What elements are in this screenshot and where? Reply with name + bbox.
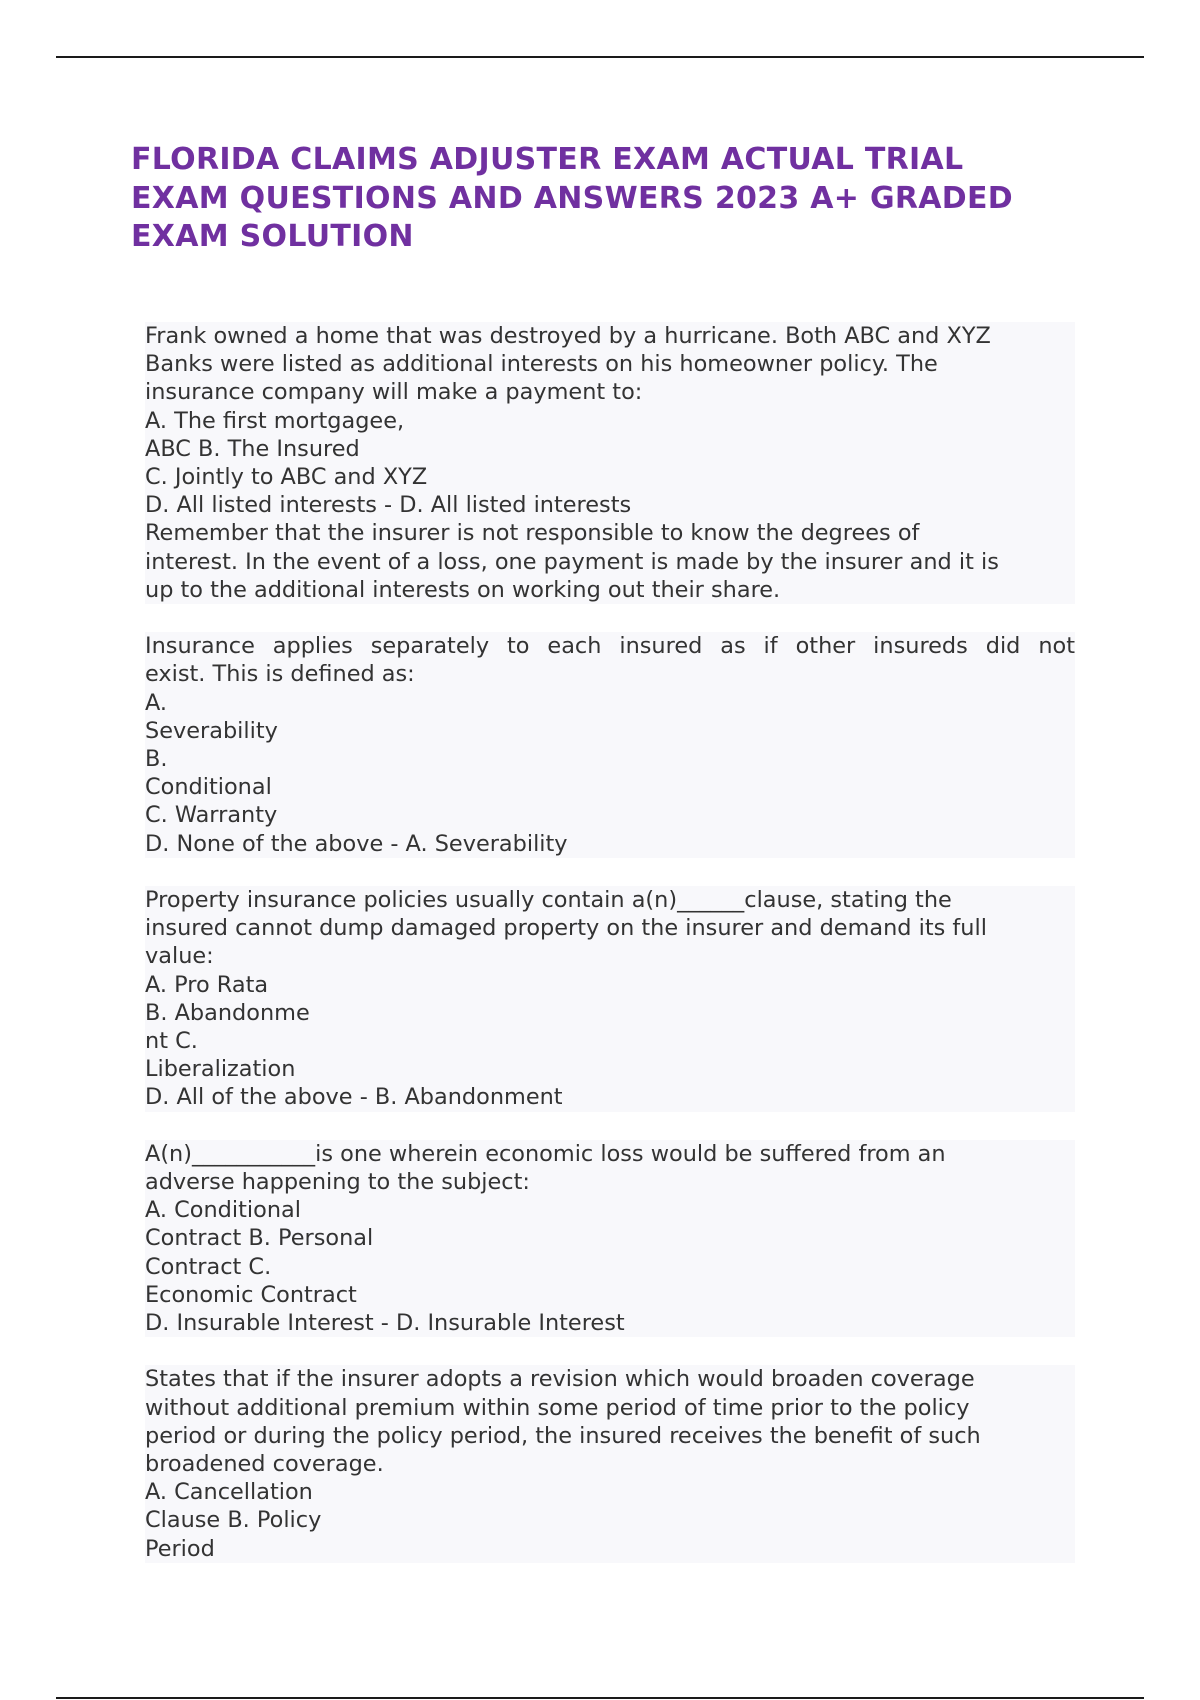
- answer-option: A. The first mortgagee,: [145, 407, 1075, 435]
- question-block: [145, 1140, 1075, 1337]
- question-line: Banks were listed as additional interests on his homeowner policy. The: [145, 350, 1075, 378]
- answer-option: A. Pro Rata: [145, 971, 1075, 999]
- answer-option: A. Cancellation: [145, 1478, 1075, 1506]
- question-line: adverse happening to the subject:: [145, 1168, 1075, 1196]
- explanation-line: interest. In the event of a loss, one payment is made by the insurer and it is: [145, 548, 1075, 576]
- question-line: broadened coverage.: [145, 1450, 1075, 1478]
- answer-option: ABC B. The Insured: [145, 435, 1075, 463]
- answer-option: B. Abandonme: [145, 999, 1075, 1027]
- question-block: [145, 886, 1075, 1112]
- answer-option: C. Warranty: [145, 801, 1075, 829]
- question-line: A(n)___________is one wherein economic loss would be suffered from an: [145, 1140, 1075, 1168]
- explanation-line: Remember that the insurer is not responsible to know the degrees of: [145, 519, 1075, 547]
- question-line: States that if the insurer adopts a revision which would broaden coverage: [145, 1365, 1075, 1393]
- question-line: period or during the policy period, the insured receives the benefit of such: [145, 1422, 1075, 1450]
- answer-option: D. None of the above - A. Severability: [145, 830, 1075, 858]
- question-block: [145, 322, 1075, 604]
- question-line: insurance company will make a payment to:: [145, 378, 1075, 406]
- question-line: without additional premium within some period of time prior to the policy: [145, 1394, 1075, 1422]
- answer-option: B.: [145, 745, 1075, 773]
- answer-option: D. All listed interests - D. All listed interests: [145, 491, 1075, 519]
- answer-option: nt C.: [145, 1027, 1075, 1055]
- document-title: [131, 141, 1091, 257]
- answer-option: Period: [145, 1535, 1075, 1563]
- answer-option: A. Conditional: [145, 1196, 1075, 1224]
- question-line: exist. This is defined as:: [145, 660, 1075, 688]
- answer-option: Conditional: [145, 773, 1075, 801]
- answer-option: Contract C.: [145, 1253, 1075, 1281]
- question-block: [145, 632, 1075, 858]
- answer-option: Contract B. Personal: [145, 1224, 1075, 1252]
- bottom-rule: [56, 1697, 1144, 1699]
- answer-option: A.: [145, 689, 1075, 717]
- top-rule: [56, 56, 1144, 58]
- question-line: Property insurance policies usually contain a(n)______clause, stating the: [145, 886, 1075, 914]
- answer-option: D. All of the above - B. Abandonment: [145, 1083, 1075, 1111]
- question-line: Insurance applies separately to each insured as if other insureds did not: [145, 633, 1075, 660]
- title-line: FLORIDA CLAIMS ADJUSTER EXAM ACTUAL TRIAL: [131, 142, 964, 177]
- answer-option: D. Insurable Interest - D. Insurable Interest: [145, 1309, 1075, 1337]
- title-line: EXAM QUESTIONS AND ANSWERS 2023 A+ GRADED: [131, 180, 1014, 216]
- answer-option: Severability: [145, 717, 1075, 745]
- answer-option: Economic Contract: [145, 1281, 1075, 1309]
- question-line: Frank owned a home that was destroyed by a hurricane. Both ABC and XYZ: [145, 322, 1075, 350]
- question-line: insured cannot dump damaged property on the insurer and demand its full: [145, 914, 1075, 942]
- question-line: value:: [145, 942, 1075, 970]
- explanation-line: up to the additional interests on working out their share.: [145, 576, 1075, 604]
- answer-option: Liberalization: [145, 1055, 1075, 1083]
- questions-body: [145, 322, 1075, 1591]
- answer-option: Clause B. Policy: [145, 1506, 1075, 1534]
- question-block: [145, 1365, 1075, 1562]
- answer-option: C. Jointly to ABC and XYZ: [145, 463, 1075, 491]
- title-line: EXAM SOLUTION: [131, 219, 414, 254]
